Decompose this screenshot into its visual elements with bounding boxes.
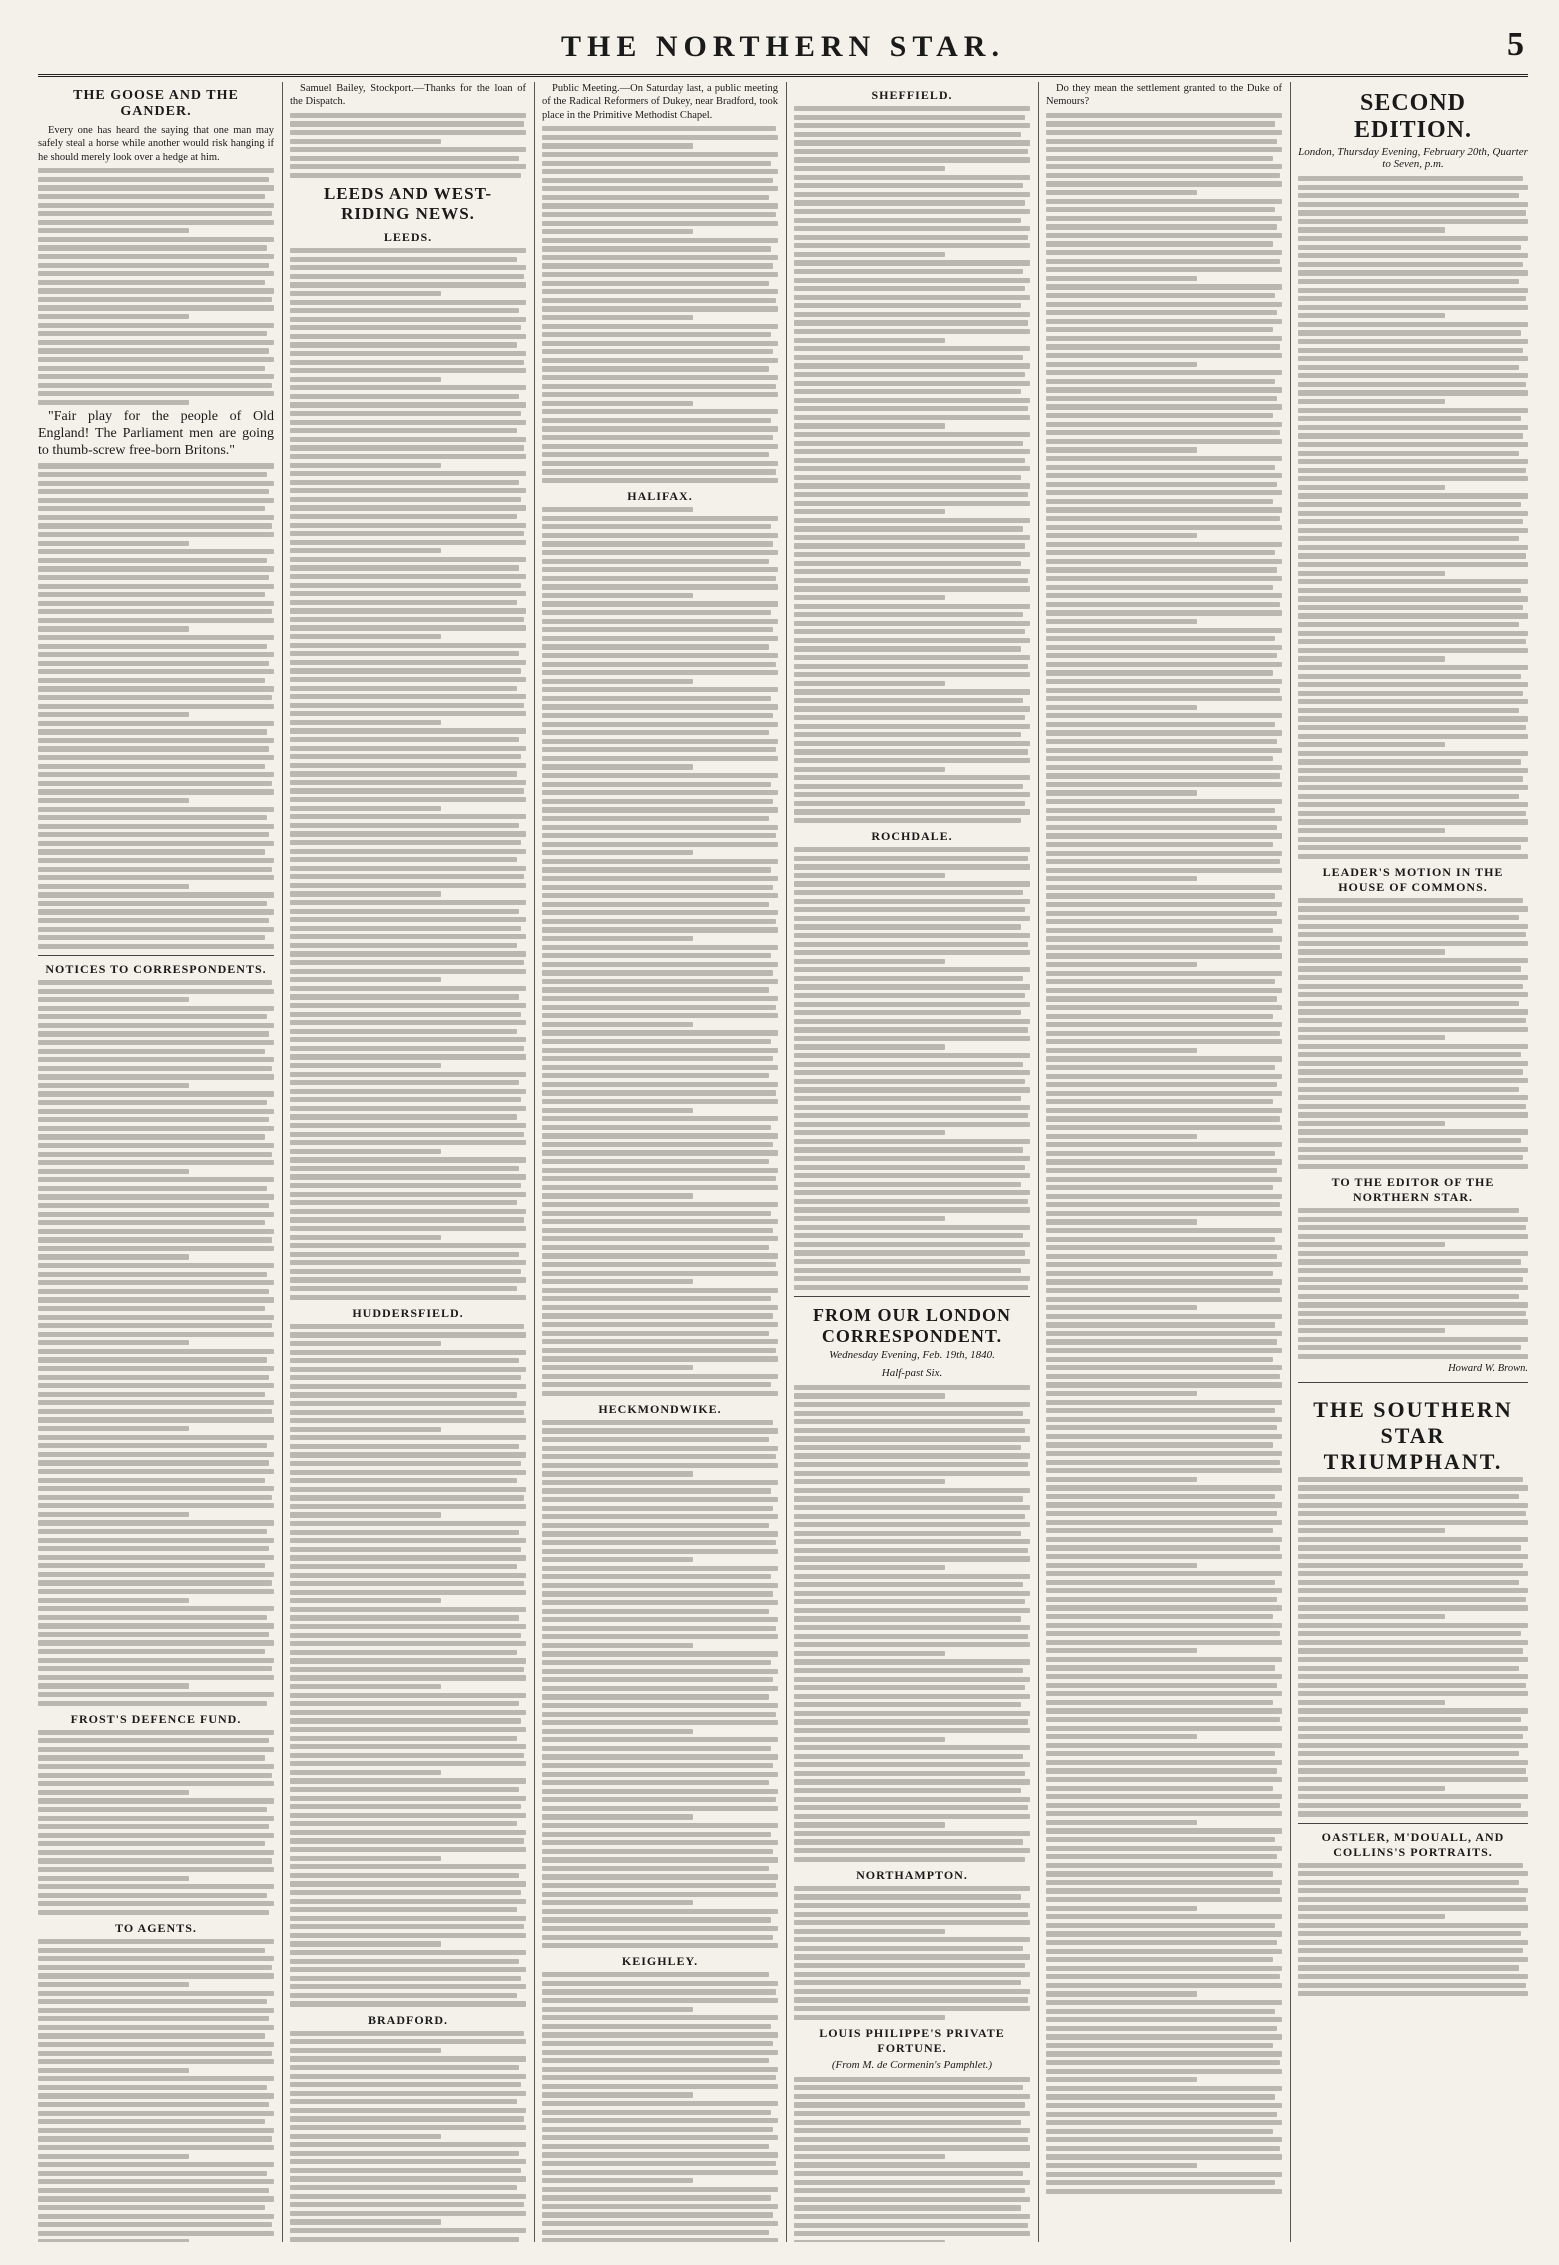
text-block: [1298, 898, 1528, 1169]
article-heading: THE GOOSE AND THE GANDER.: [73, 88, 239, 119]
second-edition-heading: SECOND EDITION.: [1353, 90, 1473, 143]
text-block: [290, 1324, 526, 2007]
london-time: Half-past Six.: [881, 1366, 943, 1379]
letter-heading: TO THE EDITOR OF THE NORTHERN STAR.: [1331, 1174, 1495, 1204]
divider: [1298, 1823, 1528, 1824]
text-block: [794, 2077, 1030, 2242]
masthead: [38, 20, 1528, 77]
fund-heading: FROST'S DEFENCE FUND.: [70, 1711, 242, 1726]
article-lead: Every one has heard the saying that one man may safely steal a horse while another would risk hanging if he should merely look over a hedge at him.: [38, 125, 274, 163]
article-lead: Do they mean the settlement granted to the Duke of Nemours?: [1046, 83, 1282, 108]
divider: [1298, 1382, 1528, 1383]
london-heading: FROM OUR LONDON CORRESPONDENT.: [813, 1304, 1011, 1346]
text-block: [38, 463, 274, 949]
text-block: [1298, 1863, 1528, 1997]
column-rule: [1038, 82, 1039, 2242]
columns: [38, 82, 1528, 2242]
section-heading: HUDDERSFIELD.: [352, 1305, 464, 1320]
text-block: [542, 1972, 778, 2242]
page-number: 5: [1507, 26, 1524, 63]
text-block: [1298, 1208, 1528, 1359]
agents-heading: TO AGENTS.: [115, 1921, 197, 1936]
section-subheading: LEEDS.: [383, 230, 433, 245]
masthead-title: THE NORTHERN STAR.: [561, 30, 1005, 63]
column-rule: [786, 82, 787, 2242]
notices-heading: NOTICES TO CORRESPONDENTS.: [45, 961, 267, 976]
column-3: [542, 82, 778, 2242]
column-rule: [1290, 82, 1291, 2242]
divider: [38, 955, 274, 956]
text-block: [794, 106, 1030, 823]
text-block: [794, 847, 1030, 1290]
column-rule: [282, 82, 283, 2242]
fortune-source: (From M. de Cormenin's Pamphlet.): [831, 2058, 993, 2071]
column-4: [794, 82, 1030, 2242]
column-2: [290, 82, 526, 2242]
section-heading: BRADFORD.: [368, 2012, 448, 2027]
text-block: [542, 126, 778, 483]
advert-heading: OASTLER, M'DOUALL, AND COLLINS'S PORTRAITS.: [1321, 1829, 1505, 1859]
text-block: [1298, 1477, 1528, 1817]
section-heading: SHEFFIELD.: [871, 88, 953, 102]
pull-quote: "Fair play for the people of Old England! The Parliament men are going to thumb-screw free-born Britons.": [38, 409, 274, 459]
section-heading: HECKMONDWIKE.: [598, 1401, 722, 1416]
leader-heading: LEADER'S MOTION IN THE HOUSE OF COMMONS.: [1322, 864, 1504, 894]
column-6: [1298, 82, 1528, 2242]
text-block: [38, 1730, 274, 1915]
text-block: [794, 1886, 1030, 2020]
section-heading: HALIFAX.: [627, 489, 693, 504]
column-1: [38, 82, 274, 2242]
text-block: [542, 1420, 778, 1948]
text-block: [38, 980, 274, 1706]
second-edition-dateline: London, Thursday Evening, February 20th, Quarter to Seven, p.m.: [1298, 146, 1528, 170]
section-heading: LEEDS AND WEST-RIDING NEWS.: [323, 184, 493, 224]
text-block: [38, 168, 274, 405]
text-block: [542, 507, 778, 1396]
text-block: [290, 2031, 526, 2242]
text-block: [290, 248, 526, 1300]
column-5: [1046, 82, 1282, 2242]
letter-signoff: Howard W. Brown.: [1448, 1363, 1528, 1375]
text-block: [794, 1385, 1030, 1862]
text-block: [290, 113, 526, 178]
section-heading: ROCHDALE.: [871, 829, 953, 844]
section-heading: NORTHAMPTON.: [856, 1867, 968, 1882]
fortune-heading: LOUIS PHILIPPE'S PRIVATE FORTUNE.: [819, 2025, 1005, 2055]
article-lead: Public Meeting.—On Saturday last, a public meeting of the Radical Reformers of Dukey, near Bradford, took place in the Primitive Methodist Chapel.: [542, 83, 778, 121]
advert-heading: THE SOUTHERN STAR TRIUMPHANT.: [1313, 1396, 1513, 1474]
newspaper-page: [38, 20, 1528, 2245]
text-block: [38, 1939, 274, 2242]
section-heading: KEIGHLEY.: [621, 1954, 699, 1969]
text-block: [1298, 176, 1528, 859]
divider: [794, 1296, 1030, 1297]
article-lead: Samuel Bailey, Stockport.—Thanks for the loan of the Dispatch.: [290, 83, 526, 108]
text-block: [1046, 113, 1282, 2194]
london-date: Wednesday Evening, Feb. 19th, 1840.: [829, 1348, 995, 1361]
column-rule: [534, 82, 535, 2242]
